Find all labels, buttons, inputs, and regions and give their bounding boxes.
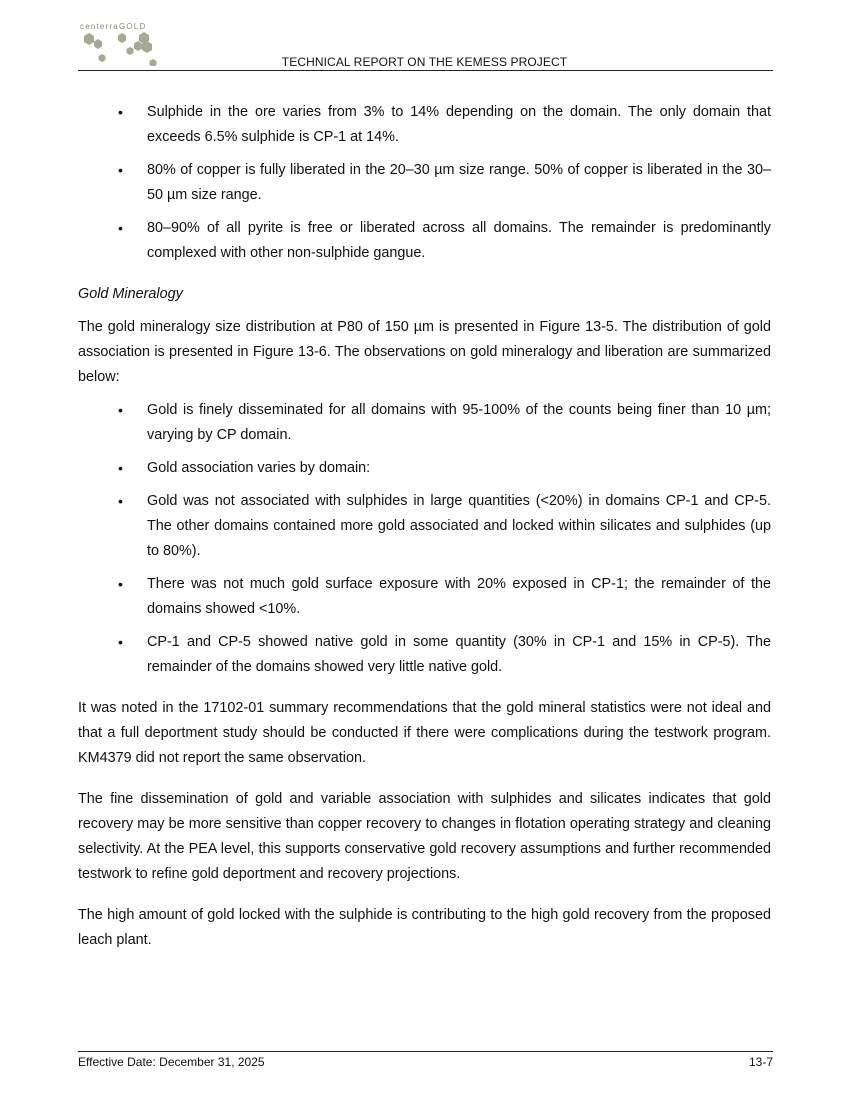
footer-divider: [78, 1051, 773, 1052]
body-paragraph: It was noted in the 17102-01 summary recommendations that the gold mineral statistics were not ideal and that a full deportment study should be conducted if there were complications during the testwork program. KM4379 did not report the same observation.: [78, 700, 771, 766]
bullet-icon: •: [118, 576, 123, 592]
list-item: • Gold is finely disseminated for all domains with 95-100% of the counts being finer than 10 µm; varying by CP domain.: [78, 398, 771, 448]
bullet-icon: •: [118, 402, 123, 418]
intro-paragraph: The gold mineralogy size distribution at P80 of 150 µm is presented in Figure 13-5. The distribution of gold association is presented in Figure 13-6. The observations on gold mineralogy and liberation are summarized below:: [78, 319, 771, 385]
header-divider: [78, 70, 773, 71]
list-item: • 80% of copper is fully liberated in the 20–30 µm size range. 50% of copper is liberated in the 30–50 µm size range.: [78, 158, 771, 208]
list-item: • Sulphide in the ore varies from 3% to 14% depending on the domain. The only domain that exceeds 6.5% sulphide is CP-1 at 14%.: [78, 100, 771, 150]
bullet-icon: •: [118, 460, 123, 476]
body-paragraph: The high amount of gold locked with the sulphide is contributing to the high gold recovery from the proposed leach plant.: [78, 907, 771, 948]
section-heading: Gold Mineralogy: [78, 286, 183, 302]
top-bullet-list: [78, 100, 771, 266]
page-number: 13-7: [748, 1055, 773, 1069]
body-paragraph: The fine dissemination of gold and variable association with sulphides and silicates indicates that gold recovery may be more sensitive than copper recovery to changes in flotation operating strategy and cleaning selectivity. At the PEA level, this supports conservative gold recovery assumptions and further recommended testwork to refine gold deportment and recovery projections.: [78, 791, 771, 882]
list-item: • Gold was not associated with sulphides in large quantities (<20%) in domains CP-1 and CP-5. The other domains contained more gold associated and locked within silicates and sulphides (up to 80%).: [78, 489, 771, 564]
page-content: [78, 100, 771, 961]
list-item: • 80–90% of all pyrite is free or liberated across all domains. The remainder is predominantly complexed with other non-sulphide gangue.: [78, 216, 771, 266]
list-item: • CP-1 and CP-5 showed native gold in some quantity (30% in CP-1 and 15% in CP-5). The remainder of the domains showed very little native gold.: [78, 630, 771, 680]
bullet-icon: •: [118, 104, 123, 120]
bullet-icon: •: [118, 634, 123, 650]
gold-bullet-list: [78, 398, 771, 680]
bullet-icon: •: [118, 162, 123, 178]
bullet-icon: •: [118, 220, 123, 236]
effective-date: Effective Date: December 31, 2025: [78, 1055, 265, 1069]
list-item: • Gold association varies by domain:: [78, 456, 771, 481]
list-item: • There was not much gold surface exposure with 20% exposed in CP-1; the remainder of the domains showed <10%.: [78, 572, 771, 622]
report-title: TECHNICAL REPORT ON THE KEMESS PROJECT: [281, 55, 568, 69]
logo-wordmark: centerraGOLD: [80, 22, 147, 31]
bullet-icon: •: [118, 493, 123, 509]
